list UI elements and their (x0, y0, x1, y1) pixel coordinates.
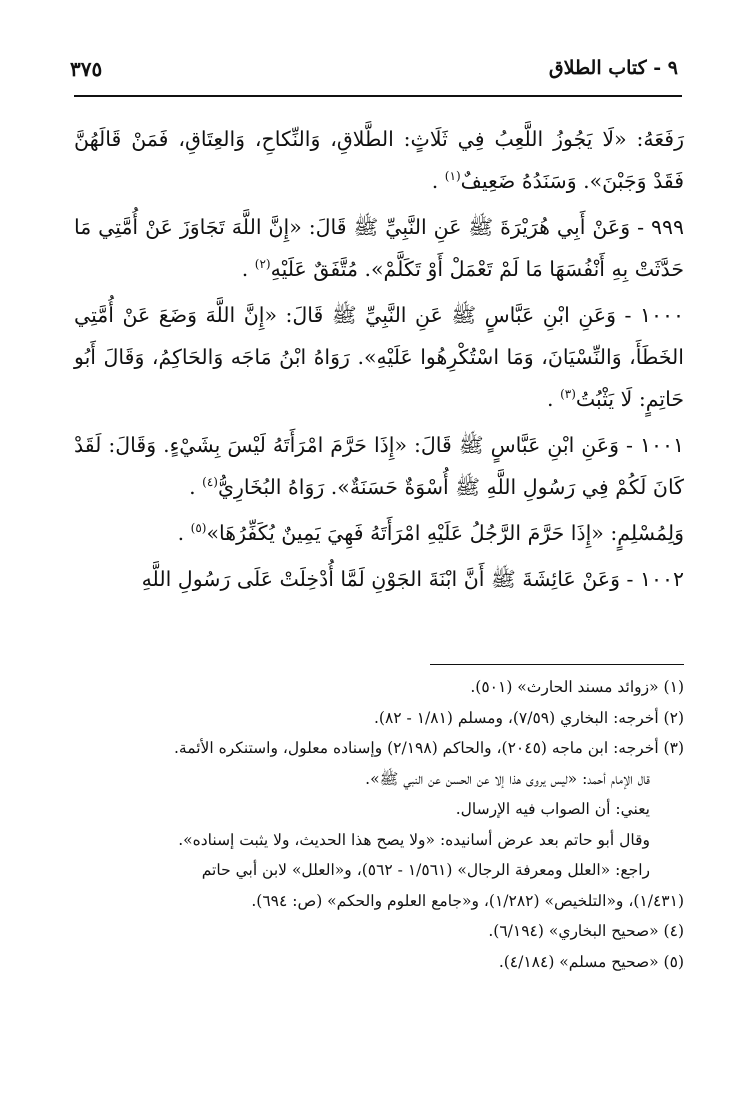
hadith-1000-text: ١٠٠٠ - وَعَنِ ابْنِ عَبَّاسٍ ﷺ عَنِ النَّبِيِّ ﷺ قَالَ: «إِنَّ اللَّهَ وَضَعَ عَنْ أُمَّتِي الخَطَأَ، وَالنِّسْيَانَ، وَمَا اسْتُكْرِهُوا عَلَيْهِ». رَوَاهُ ابْنُ مَاجَه وَالحَاكِمُ، وَقَالَ أَبُو حَاتِمٍ: لَا يَثْبُتُ (74, 303, 684, 411)
footnote-ref-1: (١) (444, 169, 461, 184)
footnote-2: (٢) أخرجه: البخاري (٧/٥٩)، ومسلم (١/٨١ - ٨٢). (373, 708, 684, 727)
paragraph-hadith-999: ٩٩٩ - وَعَنْ أَبِي هُرَيْرَةَ ﷺ عَنِ النَّبِيِّ ﷺ قَالَ: «إِنَّ اللَّهَ تَجَاوَزَ عَنْ أُمَّتِي مَا حَدَّثَتْ بِهِ أَنْفُسَهَا مَا لَمْ تَعْمَلْ أَوْ تَكَلَّمْ». مُتَّفَقٌ عَلَيْهِ$^{(٢)}$ . (74, 215, 684, 281)
footnote-3-line-6: (١/٤٣١)، و«التلخيص» (١/٢٨٢)، و«جامع العلوم والحكم» (ص: ٦٩٤). (251, 891, 684, 910)
footnote-ref-4: (٤) (202, 475, 218, 490)
hadith-999-text: ٩٩٩ - وَعَنْ أَبِي هُرَيْرَةَ ﷺ عَنِ النَّبِيِّ ﷺ قَالَ: «إِنَّ اللَّهَ تَجَاوَزَ عَنْ أُمَّتِي مَا حَدَّثَتْ بِهِ أَنْفُسَهَا مَا لَمْ تَعْمَلْ أَوْ تَكَلَّمْ». مُتَّفَقٌ عَلَيْهِ (74, 215, 684, 281)
footnote-5: (٥) «صحيح مسلم» (٤/١٨٤). (498, 952, 684, 971)
footnote-ref-3: (٣) (560, 387, 576, 402)
footnotes (74, 672, 684, 977)
footnote-3-line-3: يعني: أن الصواب فيه الإرسال. (455, 800, 650, 818)
header-divider (74, 95, 682, 97)
hadith-1002-text: ١٠٠٢ - وَعَنْ عَائِشَةَ ﷺ أَنَّ ابْنَةَ الجَوْنِ لَمَّا أُدْخِلَتْ عَلَى رَسُولِ اللَّهِ (141, 567, 684, 591)
hadith-1001-text: ١٠٠١ - وَعَنِ ابْنِ عَبَّاسٍ ﷺ قَالَ: «إِذَا حَرَّمَ امْرَأَتَهُ لَيْسَ بِشَيْءٍ. وَقَالَ: لَقَدْ كَانَ لَكُمْ فِي رَسُولِ اللَّهِ ﷺ أُسْوَةٌ حَسَنَةٌ». رَوَاهُ البُخَارِيُّ (74, 433, 684, 499)
paragraph-hadith-1002 (74, 558, 684, 600)
paragraph-1-text: رَفَعَهُ: «لَا يَجُوزُ اللَّعِبُ فِي ثَلَاثٍ: الطَّلاقِ، وَالنِّكاحِ، وَالعِتَاقِ، فَمَنْ قَالَهُنَّ فَقَدْ وَجَبْنَ». وَسَنَدُهُ ضَعِيفٌ (74, 127, 684, 193)
main-text (74, 118, 684, 600)
paragraph-hadith-1000: ١٠٠٠ - وَعَنِ ابْنِ عَبَّاسٍ ﷺ عَنِ النَّبِيِّ ﷺ قَالَ: «إِنَّ اللَّهَ وَضَعَ عَنْ أُمَّتِي الخَطَأَ، وَالنِّسْيَانَ، وَمَا اسْتُكْرِهُوا عَلَيْهِ». رَوَاهُ ابْنُ مَاجَه وَالحَاكِمُ، وَقَالَ أَبُو حَاتِمٍ: لَا يَثْبُتُ$^{(٣)}$ . (74, 303, 684, 411)
paragraph-1: رَفَعَهُ: «لَا يَجُوزُ اللَّعِبُ فِي ثَلَاثٍ: الطَّلاقِ، وَالنِّكاحِ، وَالعِتَاقِ، فَمَنْ قَالَهُنَّ فَقَدْ وَجَبْنَ». وَسَنَدُهُ ضَعِيفٌ$^{(١)}$ . (74, 127, 684, 193)
footnote-divider (430, 664, 684, 665)
paragraph-hadith-1001: ١٠٠١ - وَعَنِ ابْنِ عَبَّاسٍ ﷺ قَالَ: «إِذَا حَرَّمَ امْرَأَتَهُ لَيْسَ بِشَيْءٍ. وَقَالَ: لَقَدْ كَانَ لَكُمْ فِي رَسُولِ اللَّهِ ﷺ أُسْوَةٌ حَسَنَةٌ». رَوَاهُ البُخَارِيُّ$^{(٤)}$ . (74, 433, 684, 499)
footnote-4: (٤) «صحيح البخاري» (٦/١٩٤). (488, 922, 684, 940)
footnote-3-line-2: قال الإمام أحمد: «ليس يروى هذا إلا عن الحسن عن النبي ﷺ». (365, 769, 650, 788)
footnote-3: (٣) أخرجه: ابن ماجه (٢٠٤٥)، والحاكم (٢/١٩٨) وإسناده معلول، واستنكره الأئمة. (174, 739, 684, 757)
footnote-3-line-4: وقال أبو حاتم بعد عرض أسانيده: «ولا يصح هذا الحديث، ولا يثبت إسناده». (178, 830, 650, 849)
footnote-1: (١) «زوائد مسند الحارث» (٥٠١). (470, 678, 684, 696)
chapter-title: ٩ - كتاب الطلاق (548, 57, 678, 79)
page-number: ٣٧٥ (70, 57, 103, 81)
footnote-3-line-5: راجع: «العلل ومعرفة الرجال» (١/٥٦١ - ٥٦٢)، و«العلل» لابن أبي حاتم (201, 861, 650, 879)
paragraph-muslim: وَلِمُسْلِمٍ: «إِذَا حَرَّمَ الرَّجُلُ عَلَيْهِ امْرَأَتَهُ فَهِيَ يَمِينٌ يُكَفِّرُهَا»$^{(٥)}$ . (177, 521, 684, 545)
footnote-ref-5: (٥) (190, 521, 207, 536)
muslim-text: وَلِمُسْلِمٍ: «إِذَا حَرَّمَ الرَّجُلُ عَلَيْهِ امْرَأَتَهُ فَهِيَ يَمِينٌ يُكَفِّرُهَا» (206, 521, 684, 545)
footnote-ref-2: (٢) (254, 257, 271, 272)
